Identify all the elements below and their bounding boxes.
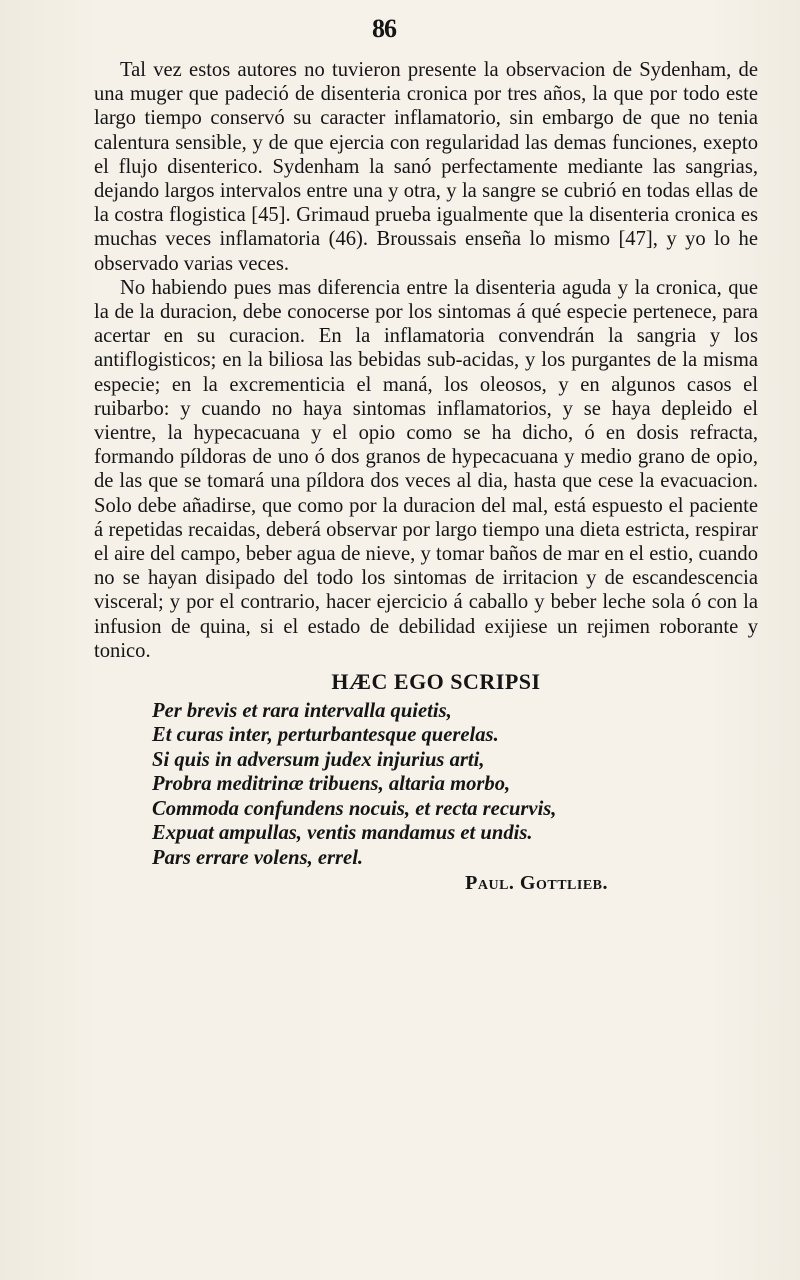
verse-line: Probra meditrinæ tribuens, altaria morbo, xyxy=(152,773,511,796)
verse-list xyxy=(94,699,758,870)
epigraph-title: HÆC EGO SCRIPSI xyxy=(331,669,541,695)
verse-line: Per brevis et rara intervalla quietis, xyxy=(152,700,452,723)
paragraph-2: No habiendo pues mas diferencia entre la disenteria aguda y la cronica, que la de la duracion, debe conocerse por los sintomas á qué especie pertenece, para acertar en su curacion. En la inflamatoria convendrán la sangria y los antiflogisticos; en la biliosa las bebidas sub-acidas, y los purgantes de la misma especie; en la excrementicia el maná, los oleosos, y en algunos casos el ruibarbo: y cuando no haya sintomas inflamatorios, y se haya depleido el vientre, la hypecacuana y el opio como se ha dicho, ó en dosis refracta, formando píldoras de uno ó dos granos de hypecacuana y medio grano de opio, de las que se tomará una píldora dos veces al dia, hasta que cese la evacuacion. Solo debe añadirse, que como por la duracion del mal, está espuesto el paciente á repetidas recaidas, deberá observar por largo tiempo una dieta estricta, respirar el aire del campo, beber agua de nieve, y tomar baños de mar en el estio, cuando no se hayan disipado del todo los sintomas de irritacion y de escandescencia visceral; y por el contrario, hacer ejercicio á caballo y beber leche sola ó con la infusion de quina, si el estado de debilidad exijiese un rejimen roborante y tonico. xyxy=(94,276,758,662)
verse-line: Pars errare volens, errel. xyxy=(152,846,364,869)
closing-epigraph xyxy=(94,669,758,895)
main-text xyxy=(94,58,758,663)
page-number: 86 xyxy=(372,14,396,43)
signature: Paul. Gottlieb. xyxy=(465,871,608,894)
verse-line: Expuat ampullas, ventis mandamus et undis. xyxy=(152,822,533,845)
paragraph-1: Tal vez estos autores no tuvieron presente la observacion de Sydenham, de una muger que padeció de disenteria cronica por tres años, la que por todo este largo tiempo conservó su caracter inflamatorio, sin embargo de que no tenia calentura sensible, y de que ejercia con regularidad las demas funciones, exepto el flujo disenterico. Sydenham la sanó perfectamente mediante las sangrias, dejando largos intervalos entre una y otra, y la sangre se cubrió en todas ellas de la costra flogistica [45]. Grimaud prueba igualmente que la disenteria cronica es muchas veces inflamatoria (46). Broussais enseña lo mismo [47], y yo lo he observado varias veces. xyxy=(94,59,758,275)
verse-line: Si quis in adversum judex injurius arti, xyxy=(152,748,485,771)
verse-line: Commoda confundens nocuis, et recta recurvis, xyxy=(152,797,557,820)
verse-line: Et curas inter, perturbantesque querelas. xyxy=(152,724,499,747)
